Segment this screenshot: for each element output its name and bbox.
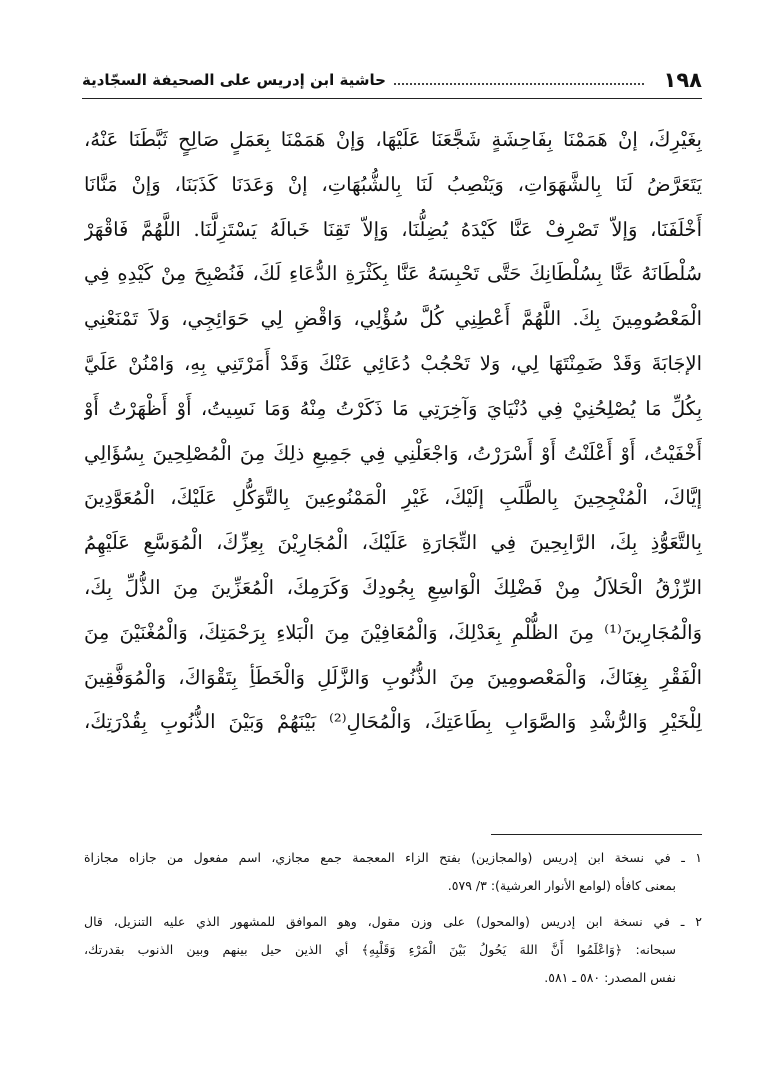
footnotes <box>84 844 702 992</box>
running-title: حاشية ابن إدريس على الصحيفة السجّادية <box>82 71 386 89</box>
text-line: الْفَقْرِ بِغِنَاكَ، وَالْمَعْصومِينَ مِنَ الذُّنُوبِ وَالزَّلَلِ وَالْخَطَأِ بِتَقْوَاكَ، وَالْمُوَفَّقِينَ <box>84 665 702 689</box>
footnote-2-line: سبحانه: ﴿وَاعْلَمُوا أَنَّ اللهَ يَحُولُ بَيْنَ الْمَرْءِ وَقَلْبِهِ﴾ أي الذين حيل بينهم وبين الذنوب بقدرتك، <box>84 942 676 957</box>
text-line: وَالْمُجَارِينَ⁽¹⁾ مِنَ الظُّلْمِ بِعَدْلِكَ، وَالْمُعَافِيْنَ مِنَ الْبَلاءِ بِرَحْمَتِكَ، وَالْمُغْنَيْنَ مِنَ <box>84 620 702 644</box>
text-line: أَخْلَفَنَا، وَإلاّ تَصْرِفْ عَنَّا كَيْدَهُ يُضِلُّنَا، وَإلاّ تَقِنَا خَبالَهُ يَسْتَزِلَّنَا. اللَّهُمَّ فَاقْهَرْ <box>84 217 702 241</box>
page-header <box>82 62 702 99</box>
header-dotted-leader <box>394 83 644 85</box>
footnote-2-line: نفس المصدر: ٥٨٠ ـ ٥٨١. <box>544 970 676 985</box>
text-line: إيَّاكَ، الْمُنْجِحِينَ بِالطَّلَبِ إلَيْكَ، غَيْرِ الْمَمْنُوعِينَ بِالتَّوَكُّلِ عَلَيْكَ، الْمُعَوَّدِينَ <box>84 486 702 510</box>
text-line: بِكُلِّ مَا يُصْلِحُنِيْ فِي دُنْيَايَ وَآخِرَتِي مَا ذَكَرْتُ مِنْهُ وَمَا نَسِيتُ، أَوْ أَظْهَرْتُ أَوْ <box>84 396 702 420</box>
text-line: يَتَعَرَّضُ لَنَا بِالشَّهَوَاتِ، وَيَنْصِبُ لَنَا بِالشُّبُهَاتِ، إنْ وَعَدَنَا كَذَبَنَا، وَإنْ مَنَّانَا <box>84 172 702 196</box>
footnote-separator <box>491 834 702 835</box>
main-text <box>84 118 702 745</box>
page-number: ١٩٨ <box>663 68 702 92</box>
footnote-2-line: ٢ ـ في نسخة ابن إدريس (والمحول) على وزن مقول، وهو الموافق للمشهور الذي عليه التنزيل، قال <box>84 914 702 929</box>
text-line: أَخْفَيْتُ، أَوْ أَعْلَنْتُ أَوْ أَسْرَرْتُ، وَاجْعَلْنِي فِي جَمِيعِ ذلِكَ مِنَ الْمُصْلِحِينَ بِسُؤَالِي <box>84 441 702 465</box>
text-line: سُلْطَانَهُ عَنَّا بِسُلْطَانِكَ حَتَّى تَحْبِسَهُ عَنَّا بِكَثْرَةِ الدُّعَاءِ لَكَ، فَنُصْبِحَ مِنْ كَيْدِهِ فِي <box>84 262 702 286</box>
footnote-1-line: ١ ـ في نسخة ابن إدريس (والمجازين) بفتح الزاء المعجمة جمع مجازي، اسم مفعول من جازاه مجازاة <box>84 850 702 865</box>
text-line: بِالتَّعَوُّذِ بِكَ، الرَّابِحِينَ فِي التِّجَارَةِ عَلَيْكَ، الْمُجَارِيْنَ بِعِزِّكَ، الْمُوَسَّعِ عَلَيْهِمُ <box>84 531 702 555</box>
text-line: الإجَابَةَ وَقَدْ ضَمِنْتَهَا لِي، وَلا تَحْجُبْ دُعَائِي عَنْكَ وَقَدْ أَمَرْتَنِي بِهِ، وَامْنُنْ عَلَيَّ <box>84 351 702 375</box>
text-line: الرِّزْقُ الْحَلاَلُ مِنْ فَضْلِكَ الْوَاسِعِ بِجُودِكَ وَكَرَمِكَ، الْمُعَزِّينَ مِنَ الذُّلِّ بِكَ، <box>84 575 702 599</box>
text-line: بِغَيْرِكَ، إنْ هَمَمْنَا بِفَاحِشَةٍ شَجَّعَنَا عَلَيْهَا، وَإنْ هَمَمْنَا بِعَمَلٍ صَالِحٍ ثَبَّطَنَا عَنْهُ، <box>84 128 702 151</box>
text-line: لِلْخَيْرِ وَالرُّشْدِ وَالصَّوَابِ بِطَاعَتِكَ، وَالْمُحَالِ⁽²⁾ بَيْنَهُمْ وَبَيْنَ الذُّنُوبِ بِقُدْرَتِكَ، <box>84 710 702 734</box>
text-line: الْمَعْصُومِينَ بِكَ. اللَّهُمَّ أَعْطِنِي كُلَّ سُؤْلِي، وَاقْضِ لِي حَوَائِجِي، وَلاَ تَمْنَعْنِي <box>84 307 702 331</box>
footnote-1-line: بمعنى كافأه (لوامع الأنوار العرشية): ٣/ ٥٧٩. <box>447 878 676 893</box>
